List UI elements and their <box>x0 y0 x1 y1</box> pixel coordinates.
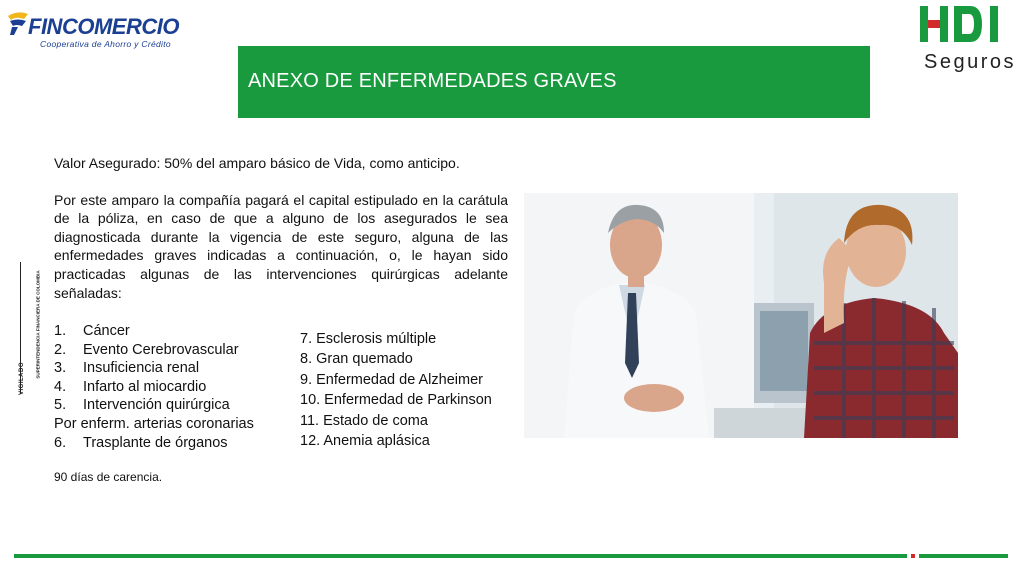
disease-number: 5. <box>54 397 67 414</box>
vigilado-label: VIGILADO <box>19 361 25 395</box>
disease-item <box>54 322 254 341</box>
disease-item: 11. Estado de coma <box>300 412 428 429</box>
disease-item: 8. Gran quemado <box>300 351 413 368</box>
disease-label: Cáncer <box>83 323 130 339</box>
disease-number: 6. <box>54 434 67 451</box>
page-title: ANEXO DE ENFERMEDADES GRAVES <box>248 70 617 92</box>
disease-label: Trasplante de órganos <box>83 434 228 451</box>
footer-green-bar <box>14 554 907 558</box>
disease-number: 2. <box>54 341 67 358</box>
disease-label: Insuficiencia renal <box>83 360 200 377</box>
fincomercio-mark-icon <box>6 10 30 36</box>
disease-item <box>54 434 254 453</box>
disease-number: 1. <box>54 323 67 339</box>
disease-item <box>54 415 254 434</box>
footer-divider <box>14 554 1008 558</box>
disease-item <box>54 359 254 378</box>
footer-green-bar-short <box>919 554 1008 558</box>
fincomercio-wordmark: FINCOMERCIO <box>28 14 179 39</box>
waiting-period-text: 90 días de carencia. <box>54 470 163 484</box>
disease-item: 7. Esclerosis múltiple <box>300 331 437 347</box>
disease-item <box>54 378 254 397</box>
title-banner <box>238 46 870 118</box>
disease-label: Evento Cerebrovascular <box>83 341 239 358</box>
fincomercio-tagline: Cooperativa de Ahorro y Crédito <box>40 39 171 49</box>
vigilado-superfinanciera-stamp <box>8 258 40 398</box>
superintendencia-label: SUPERINTENDENCIA FINANCIERA DE COLOMBIA <box>35 270 41 379</box>
hdi-seguros-label: Seguros <box>924 51 1016 73</box>
doctor-patient-photo <box>524 193 958 438</box>
description-block <box>54 154 508 302</box>
coverage-paragraph: Por este amparo la compañía pagará el capital estipulado en la carátula de la póliza, en caso de que a alguno de los asegurados le sea diagnosticada durante la vigencia de este seguro, alguna de las enfermedades graves indicadas a continuación, o, le hayan sido practicadas algunas de las intervenciones quirúrgicas adelante señaladas: <box>54 191 508 301</box>
hdi-wordmark-icon <box>920 6 1008 42</box>
diseases-list-left <box>54 322 254 452</box>
hdi-seguros-logo <box>920 6 1014 72</box>
disease-item <box>54 341 254 360</box>
fincomercio-logo <box>6 6 186 54</box>
disease-item <box>54 396 254 415</box>
disease-item: 9. Enfermedad de Alzheimer <box>300 371 483 388</box>
disease-label: Por enferm. arterias coronarias <box>54 415 254 432</box>
footer-red-accent <box>911 554 915 558</box>
disease-item: 10. Enfermedad de Parkinson <box>300 392 492 409</box>
diseases-list-right <box>300 329 492 451</box>
disease-label: Infarto al miocardio <box>83 378 207 395</box>
disease-label: Intervención quirúrgica <box>83 397 230 414</box>
insured-value-text: Valor Asegurado: 50% del amparo básico de Vida, como anticipo. <box>54 155 460 171</box>
disease-number: 4. <box>54 378 67 395</box>
disease-item: 12. Anemia aplásica <box>300 433 430 450</box>
disease-number: 3. <box>54 360 67 377</box>
